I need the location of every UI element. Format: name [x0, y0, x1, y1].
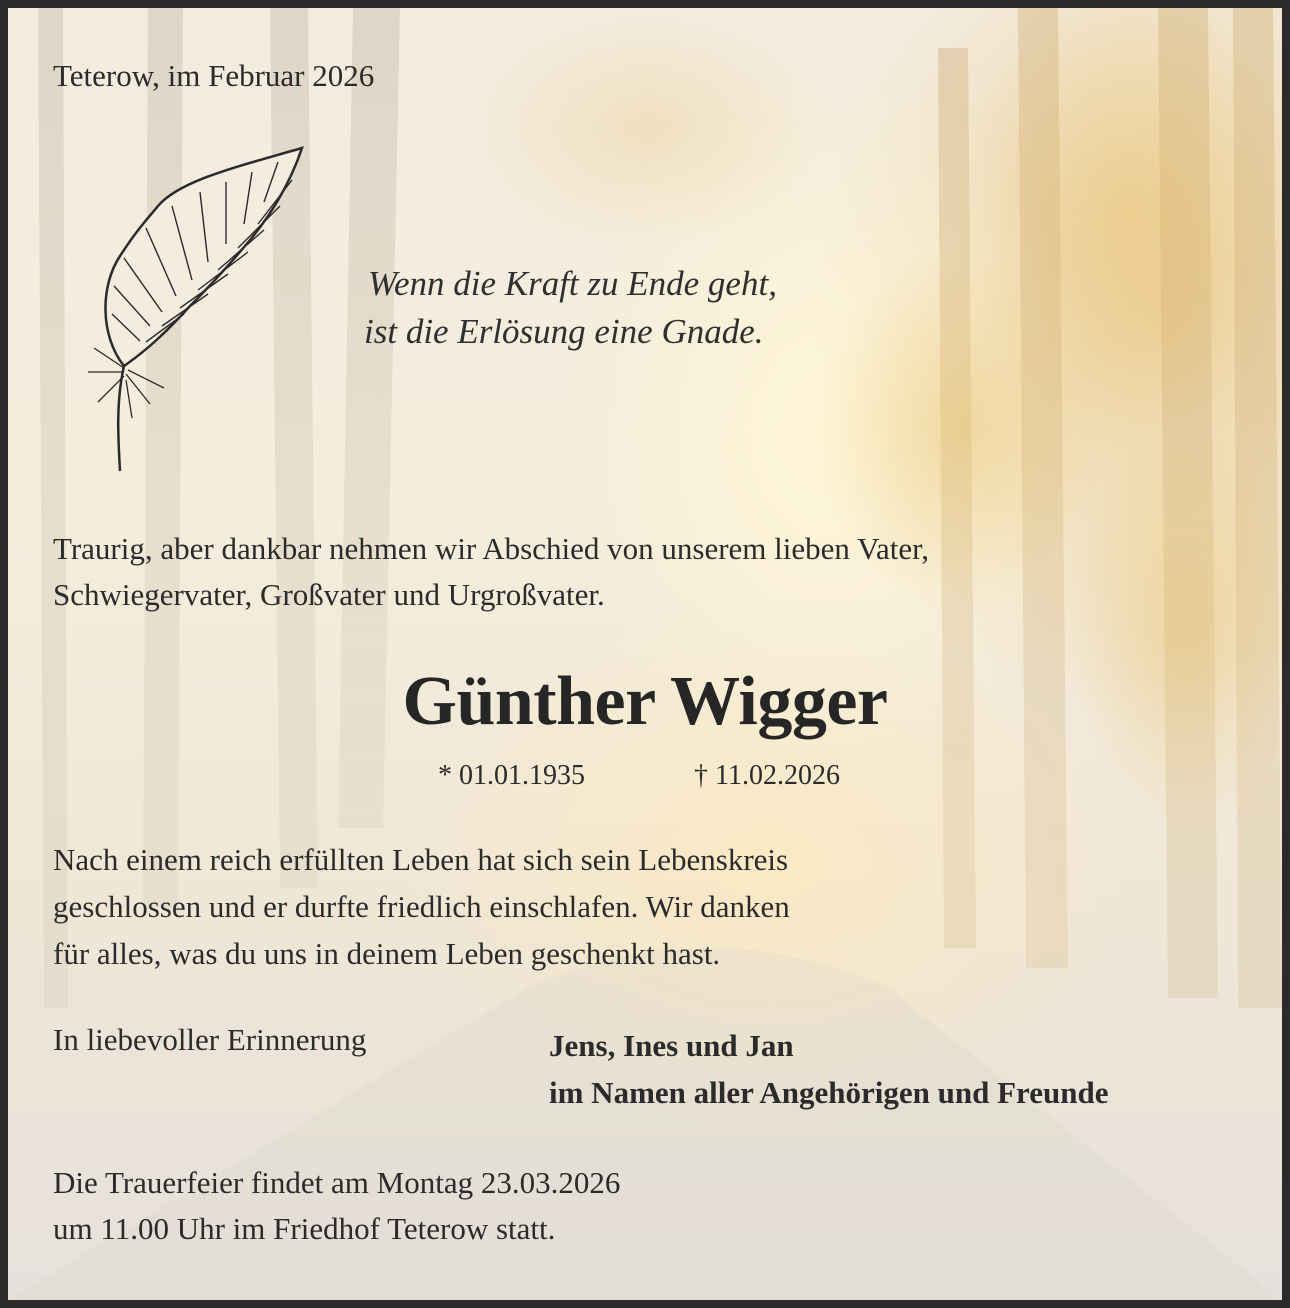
signers	[549, 1022, 1108, 1116]
signers-line-1: Jens, Ines und Jan	[549, 1028, 794, 1063]
quote-line-1: Wenn die Kraft zu Ende geht,	[368, 264, 777, 303]
message-text	[53, 836, 790, 977]
death-date: † 11.02.2026	[694, 760, 840, 791]
place-date: Teterow, im Februar 2026	[53, 58, 375, 93]
message-line-3: für alles, was du uns in deinem Leben geschenkt hast.	[53, 936, 721, 971]
intro-text	[53, 526, 929, 618]
funeral-service-info	[53, 1160, 620, 1252]
service-line-1: Die Trauerfeier findet am Montag 23.03.2026	[53, 1165, 621, 1200]
message-line-1: Nach einem reich erfüllten Leben hat sich sein Lebenskreis	[53, 842, 789, 877]
quote-line-2: ist die Erlösung eine Gnade.	[364, 312, 764, 351]
intro-line-1: Traurig, aber dankbar nehmen wir Abschied von unserem lieben Vater,	[53, 531, 929, 566]
signers-line-2: im Namen aller Angehörigen und Freunde	[549, 1075, 1109, 1110]
quote	[364, 260, 777, 356]
service-line-2: um 11.00 Uhr im Friedhof Teterow statt.	[53, 1211, 556, 1246]
deceased-name: Günther Wigger	[402, 663, 888, 740]
message-line-2: geschlossen und er durfte friedlich einschlafen. Wir danken	[53, 889, 790, 924]
feather-icon	[80, 136, 310, 476]
remembrance-label: In liebevoller Erinnerung	[53, 1022, 367, 1057]
obituary-card	[8, 8, 1282, 1300]
birth-date: * 01.01.1935	[438, 760, 585, 791]
intro-line-2: Schwiegervater, Großvater und Urgroßvater.	[53, 577, 605, 612]
